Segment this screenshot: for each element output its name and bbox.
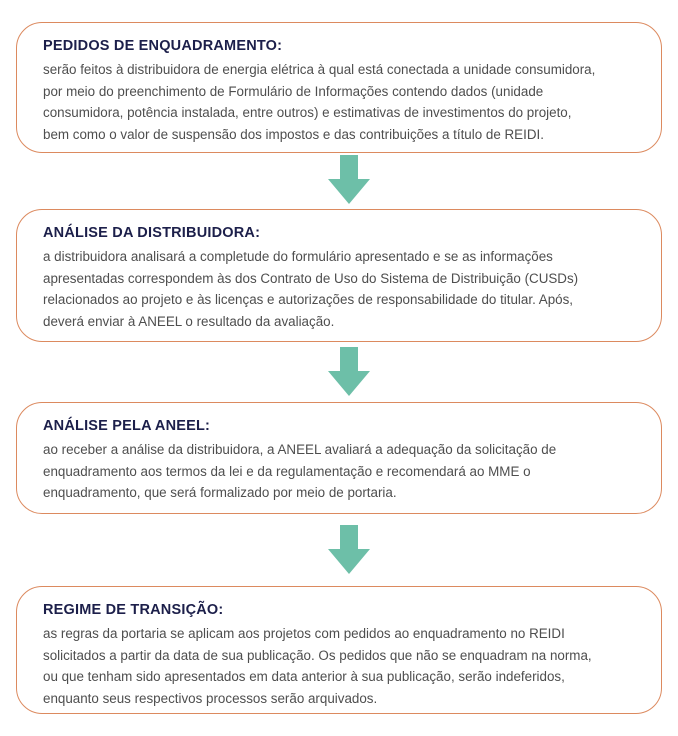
down-arrow-icon [327, 347, 371, 397]
step-description [43, 439, 637, 504]
step-title: REGIME DE TRANSIÇÃO: [43, 602, 224, 618]
description-line: ou que tenham sido apresentados em data anterior à sua publicação, serão indeferidos, [43, 669, 565, 684]
description-line: enquadramento, que será formalizado por meio de portaria. [43, 485, 397, 500]
description-line: consumidora, potência instalada, entre outros) e estimativas de investimentos do projeto, [43, 105, 572, 120]
description-line: ao receber a análise da distribuidora, a ANEEL avaliará a adequação da solicitação de [43, 442, 557, 457]
description-line: enquanto seus respectivos processos serão arquivados. [43, 690, 378, 706]
step-title: ANÁLISE DA DISTRIBUIDORA: [43, 225, 261, 241]
step-box-analise-distribuidora [16, 209, 662, 342]
step-box-analise-aneel [16, 402, 662, 514]
step-description [43, 623, 637, 709]
description-line: apresentadas correspondem às dos Contrato de Uso do Sistema de Distribuição (CUSDs) [43, 270, 579, 286]
description-line: deverá enviar à ANEEL o resultado da avaliação. [43, 313, 335, 329]
description-line: relacionados ao projeto e às licenças e autorizações de responsabilidade do titular. Após, [43, 292, 574, 307]
step-box-regime-transicao [16, 586, 662, 714]
step-title: PEDIDOS DE ENQUADRAMENTO: [43, 38, 283, 54]
down-arrow-icon [327, 525, 371, 575]
description-line: solicitados a partir da data de sua publicação. Os pedidos que não se enquadram na norma, [43, 647, 592, 663]
description-line: a distribuidora analisará a completude do formulário apresentado e se as informações [43, 249, 553, 264]
step-title: ANÁLISE PELA ANEEL: [43, 418, 211, 434]
step-box-pedidos [16, 22, 662, 153]
step-description [43, 59, 637, 145]
down-arrow-icon [327, 155, 371, 205]
description-line: por meio do preenchimento de Formulário de Informações contendo dados (unidade [43, 83, 544, 99]
step-description [43, 246, 637, 332]
description-line: serão feitos à distribuidora de energia elétrica à qual está conectada a unidade consumidora, [43, 62, 596, 77]
description-line: bem como o valor de suspensão dos impostos e das contribuições a título de REIDI. [43, 126, 544, 142]
description-line: enquadramento aos termos da lei e da regulamentação e recomendará ao MME o [43, 463, 531, 479]
description-line: as regras da portaria se aplicam aos projetos com pedidos ao enquadramento no REIDI [43, 626, 565, 641]
